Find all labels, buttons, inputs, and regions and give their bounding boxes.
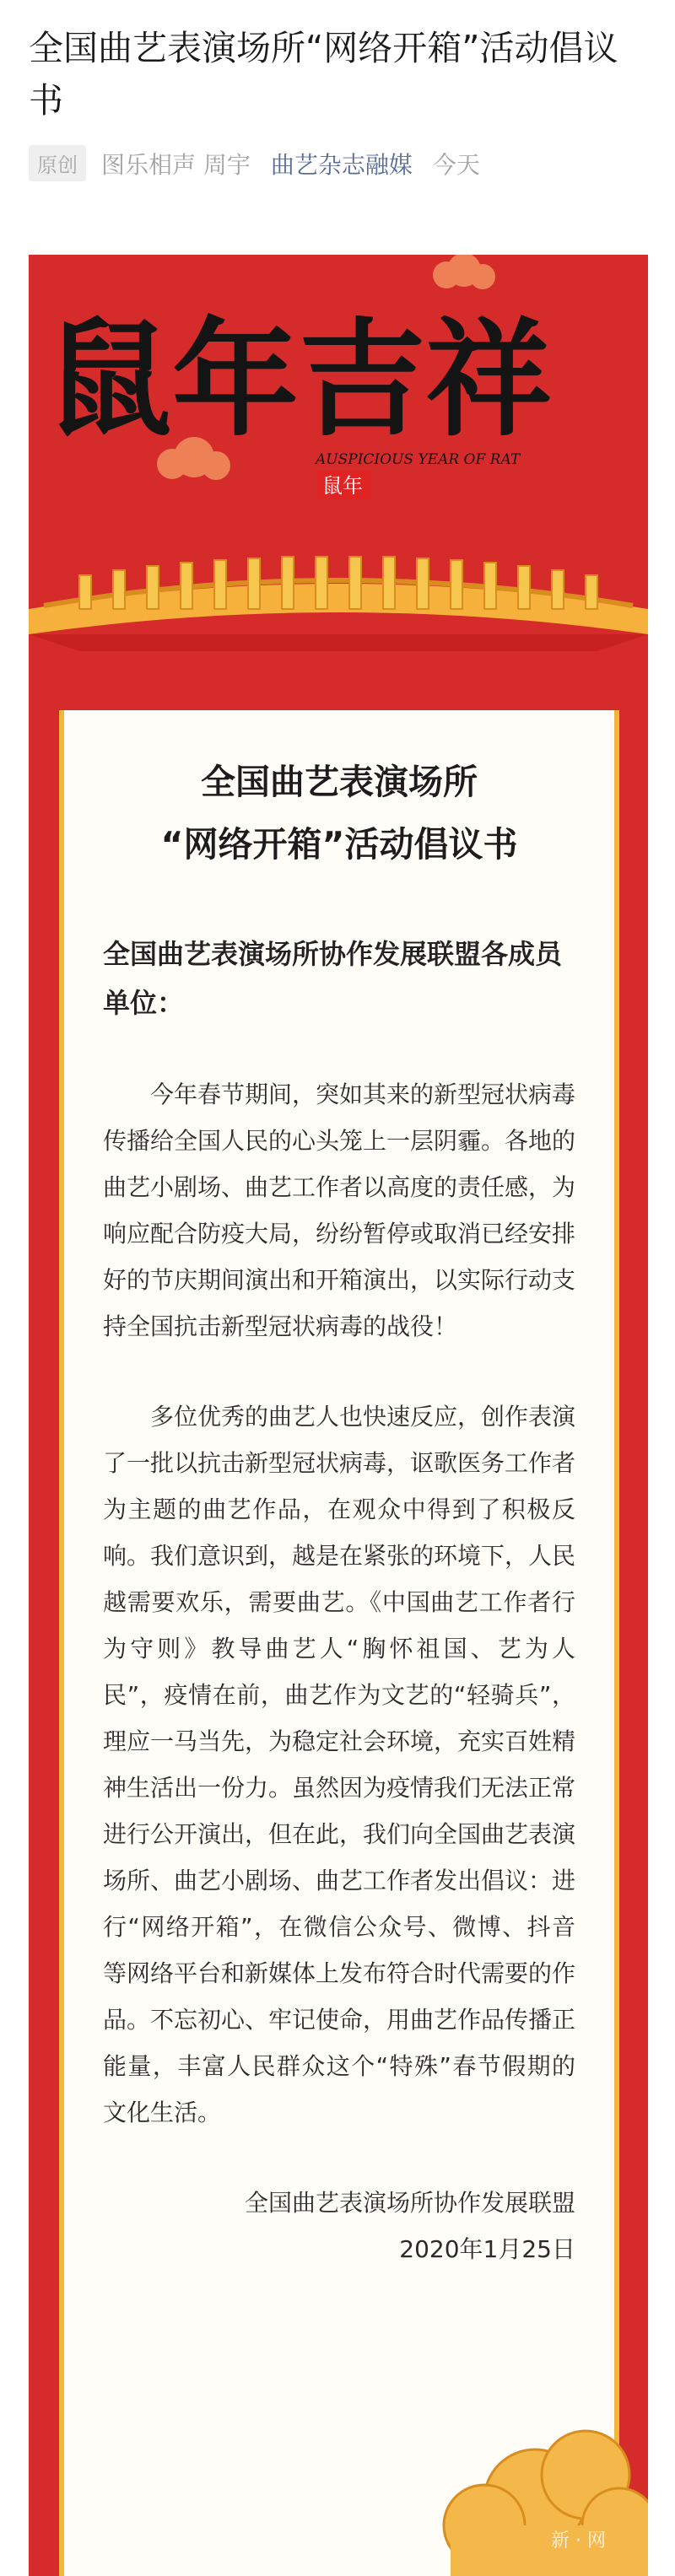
article-title: 全国曲艺表演场所“网络开箱”活动倡议书 bbox=[29, 28, 618, 121]
paragraph-2: 多位优秀的曲艺人也快速反应，创作表演了一批以抗击新型冠状病毒，讴歌医务工作者为主题的曲艺作品，在观众中得到了积极反响。我们意识到，越是在紧张的环境下，人民越需要欢乐，需要曲艺。《中国曲艺工作者行为守则》教导曲艺人“胸怀祖国、艺为人民”，疫情在前，曲艺作为文艺的“轻骑兵”，理应一马当先，为稳定社会环境，充实百姓精神生活出一份力。虽然因为疫情我们无法正常进行公开演出，但在此，我们向全国曲艺表演场所、曲艺小剧场、曲艺工作者发出倡议：进行“网络开箱”，在微信公众号、微博、抖音等网络平台和新媒体上发布符合时代需要的作品。不忘初心、牢记使命，用曲艺作品传播正能量，丰富人民群众这个“特殊”春节假期的文化生活。 bbox=[103, 1403, 576, 2126]
doc-title-line1: 全国曲艺表演场所 bbox=[201, 762, 478, 802]
golden-cloud-icon bbox=[444, 2431, 648, 2576]
poster-image bbox=[29, 255, 648, 2576]
sign-date: 2020年1月25日 bbox=[399, 2235, 575, 2263]
banner-artwork bbox=[29, 255, 648, 651]
proposal-card bbox=[59, 710, 619, 2576]
seal-stamp: 鼠年 bbox=[322, 474, 363, 498]
english-subtitle: AUSPICIOUS YEAR OF RAT bbox=[316, 451, 521, 468]
roof-eave bbox=[29, 557, 648, 651]
original-badge: 原创 bbox=[29, 145, 86, 181]
sign-organization: 全国曲艺表演场所协作发展联盟 bbox=[244, 2189, 575, 2217]
publish-time: 今天 bbox=[432, 150, 480, 179]
watermark: 新 · 网 bbox=[551, 2530, 606, 2552]
doc-title bbox=[64, 751, 614, 876]
paragraph-1: 今年春节期间，突如其来的新型冠状病毒传播给全国人民的心头笼上一层阴霾。各地的曲艺小剧场、曲艺工作者以高度的责任感，为响应配合防疫大局，纷纷暂停或取消已经安排好的节庆期间演出和开箱演出，以实际行动支持全国抗击新型冠状病毒的战役！ bbox=[103, 1081, 576, 1340]
account-link[interactable]: 曲艺杂志融媒 bbox=[270, 150, 413, 179]
author-name: 图乐相声 周宇 bbox=[101, 150, 251, 179]
doc-title-line2: “网络开箱”活动倡议书 bbox=[160, 824, 518, 865]
calligraphy-title: 鼠年吉祥 bbox=[46, 305, 553, 454]
article-meta bbox=[29, 145, 646, 181]
salutation: 全国曲艺表演场所协作发展联盟各成员单位： bbox=[103, 938, 563, 1019]
article-header bbox=[0, 0, 675, 221]
signature-block bbox=[103, 2180, 575, 2272]
